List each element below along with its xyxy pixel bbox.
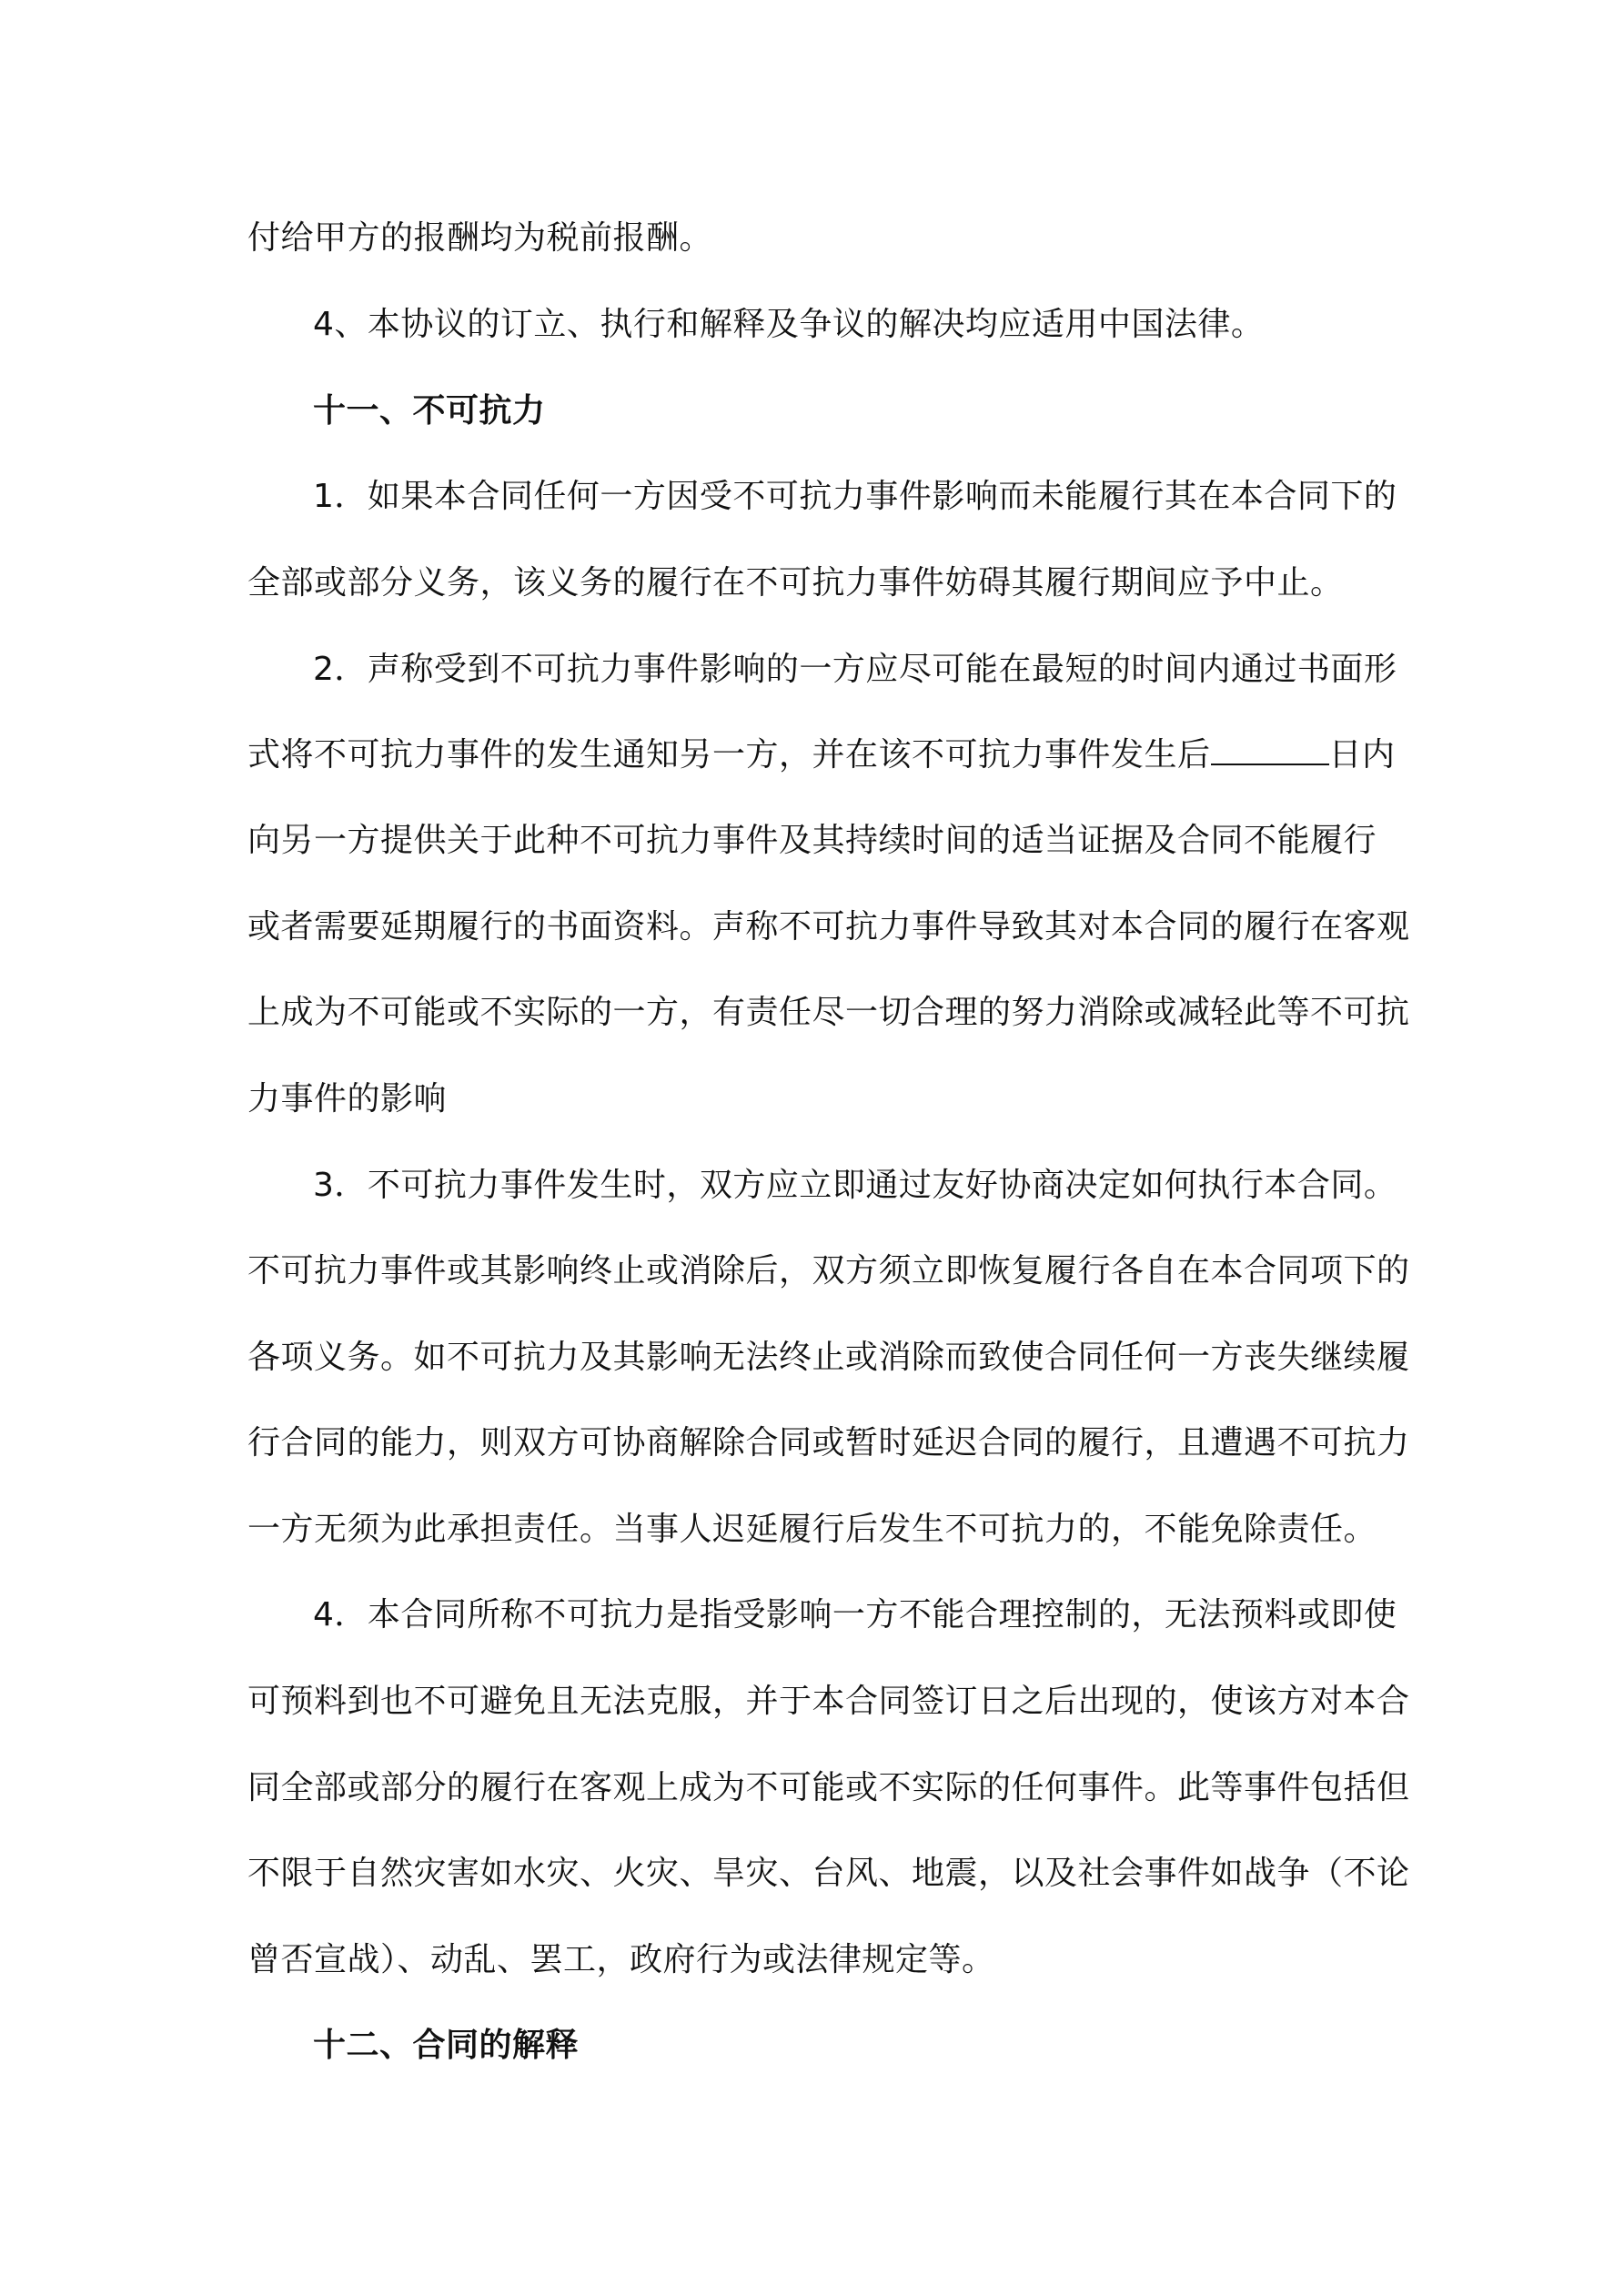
- s11-item1-line2: 全部或部分义务，该义务的履行在不可抗力事件妨碍其履行期间应予中止。: [247, 564, 1344, 602]
- s11-item4-line4: 不限于自然灾害如水灾、火灾、旱灾、台风、地震，以及社会事件如战争（不论: [247, 1855, 1410, 1892]
- s11-item3-line5: 一方无须为此承担责任。当事人迟延履行后发生不可抗力的，不能免除责任。: [247, 1511, 1377, 1548]
- s11-item3-line3: 各项义务。如不可抗力及其影响无法终止或消除而致使合同任何一方丧失继续履: [247, 1339, 1410, 1376]
- s11-item1-line1: 1．如果本合同任何一方因受不可抗力事件影响而未能履行其在本合同下的: [313, 478, 1397, 515]
- s11-item4-line2: 可预料到也不可避免且无法克服，并于本合同签订日之后出现的，使该方对本合: [247, 1683, 1410, 1720]
- s11-item4-line1: 4．本合同所称不可抗力是指受影响一方不能合理控制的，无法预料或即使: [313, 1596, 1397, 1633]
- s11-item2-line2: [247, 733, 1396, 777]
- section-12-heading: 十二、合同的解释: [313, 2027, 580, 2064]
- s11-item3-line1: 3．不可抗力事件发生时，双方应立即通过友好协商决定如何执行本合同。: [313, 1167, 1397, 1204]
- s11-item2-line6: 力事件的影响: [247, 1080, 448, 1118]
- s11-item2-line2-suffix: 日内: [1328, 736, 1396, 774]
- intro-paragraph-tail: 付给甲方的报酬均为税前报酬。: [247, 219, 713, 257]
- s11-item4-line3: 同全部或部分的履行在客观上成为不可能或不实际的任何事件。此等事件包括但: [247, 1769, 1410, 1806]
- document-page: [247, 0, 1410, 2296]
- s11-item2-line2-text: 式将不可抗力事件的发生通知另一方，并在该不可抗力事件发生后: [247, 736, 1211, 774]
- s11-item2-line1: 2．声称受到不可抗力事件影响的一方应尽可能在最短的时间内通过书面形: [313, 651, 1397, 688]
- s11-item3-line4: 行合同的能力，则双方可协商解除合同或暂时延迟合同的履行，且遭遇不可抗力: [247, 1424, 1410, 1462]
- s11-item4-line5: 曾否宣战）、动乱、罢工，政府行为或法律规定等。: [247, 1941, 995, 1978]
- s11-item2-line3: 向另一方提供关于此种不可抗力事件及其持续时间的适当证据及合同不能履行: [247, 822, 1377, 859]
- governing-law-paragraph: 4、本协议的订立、执行和解释及争议的解决均应适用中国法律。: [313, 306, 1265, 343]
- fill-in-blank-days: [1211, 736, 1329, 765]
- section-11-heading: 十一、不可抗力: [313, 392, 546, 430]
- s11-item3-line2: 不可抗力事件或其影响终止或消除后，双方须立即恢复履行各自在本合同项下的: [247, 1252, 1410, 1290]
- s11-item2-line4: 或者需要延期履行的书面资料。声称不可抗力事件导致其对本合同的履行在客观: [247, 908, 1410, 946]
- s11-item2-line5: 上成为不可能或不实际的一方，有责任尽一切合理的努力消除或减轻此等不可抗: [247, 994, 1410, 1031]
